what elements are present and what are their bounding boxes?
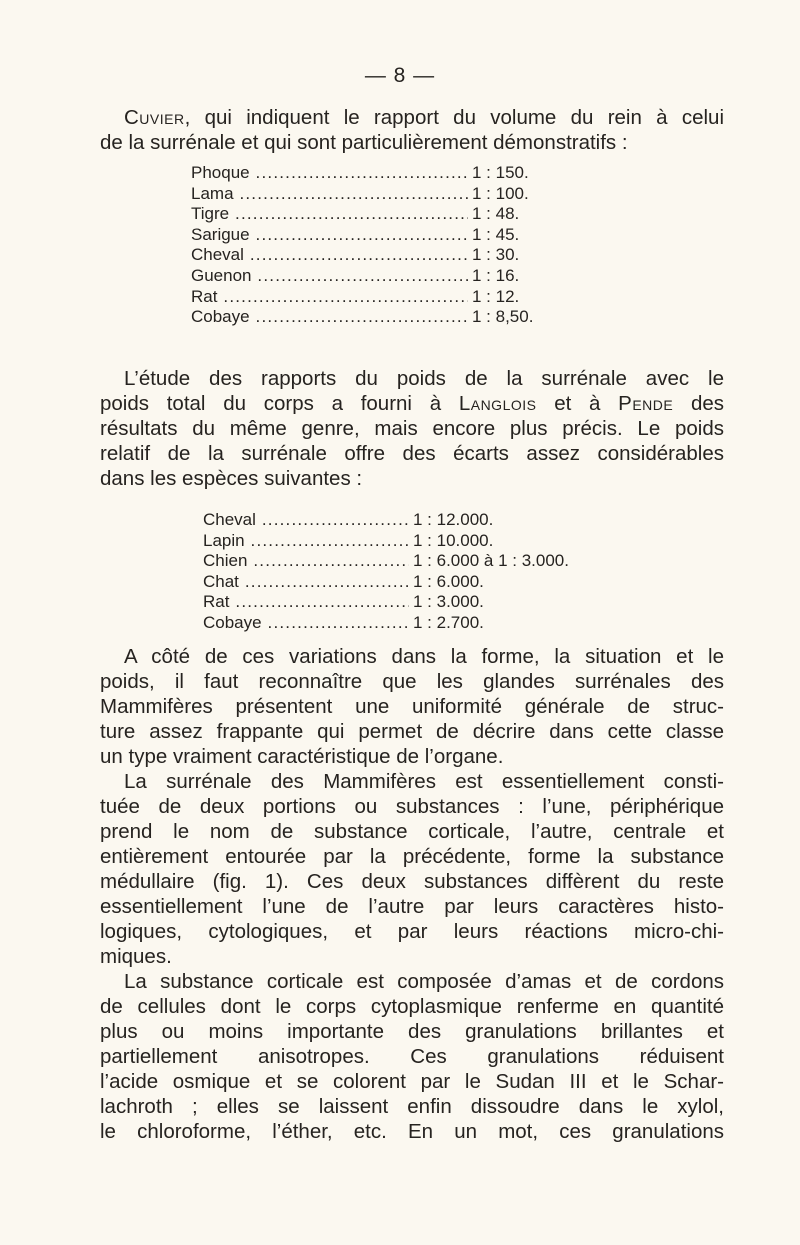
text-line: entièrement entourée par la précédente, forme la substance — [100, 845, 724, 868]
ratio-value: 1 : 3.000. — [413, 592, 484, 612]
species-name: Cobaye ..... — [191, 307, 468, 328]
ratio-value: 1 : 48. — [472, 204, 520, 224]
text-line: essentiellement l’une de l’autre par leurs caractères histo- — [100, 895, 724, 918]
species-name: Rat ..... — [191, 287, 468, 308]
species-name: Chat ..... — [203, 572, 409, 593]
species-name: Cobaye ..... — [203, 613, 409, 634]
species-name: Lapin ..... — [203, 531, 409, 552]
text-line: miques. — [100, 945, 172, 968]
text-line: L’étude des rapports du poids de la surrénale avec le — [124, 367, 724, 390]
ratio-value: 1 : 2.700. — [413, 612, 484, 632]
text-line: A côté de ces variations dans la forme, la situation et le — [124, 645, 724, 668]
ratio-value: 1 : 10.000. — [413, 530, 494, 550]
text-line: Cuvier, qui indiquent le rapport du volume du rein à celui — [124, 106, 724, 129]
weight-study-paragraph — [100, 366, 724, 491]
ratio-value: 1 : 150. — [472, 163, 529, 182]
ratio-value: 1 : 12.000. — [413, 510, 494, 529]
text-line: médullaire (fig. 1). Ces deux substances diffèrent du reste — [100, 870, 724, 893]
structure-paragraph — [100, 769, 724, 969]
ratio-value: 1 : 100. — [472, 183, 529, 203]
ratio-value: 1 : 8,50. — [472, 307, 534, 327]
text-line: résultats du même genre, mais encore plus précis. Le poids — [100, 417, 724, 440]
volume-ratio-table — [191, 163, 533, 328]
text-line: de cellules dont le corps cytoplasmique renferme en quantité — [100, 995, 724, 1018]
table-row — [191, 266, 533, 287]
author-name: Cuvier — [124, 106, 185, 129]
text-line: poids, il faut reconnaître que les glandes surrénales des — [100, 670, 724, 693]
species-name: Tigre ..... — [191, 204, 468, 225]
text-line: poids total du corps a fourni à Langlois et à Pende des — [100, 392, 725, 415]
text-line: plus ou moins importante des granulations brillantes et — [100, 1020, 724, 1043]
author-name: Pende — [618, 392, 674, 415]
table-row — [191, 287, 533, 308]
species-name: Rat ..... — [203, 592, 409, 613]
page-number: — 8 — — [364, 64, 436, 87]
ratio-value: 1 : 16. — [472, 265, 520, 285]
table-row — [203, 613, 569, 634]
text-line: ture assez frappante qui permet de décrire dans cette classe — [100, 720, 724, 743]
table-row — [191, 163, 533, 184]
table-row — [203, 531, 569, 552]
table-row — [191, 225, 533, 246]
text-line: partiellement anisotropes. Ces granulations réduisent — [100, 1045, 724, 1068]
species-name: Phoque ..... — [191, 163, 468, 184]
table-row — [191, 307, 533, 328]
text-line: La substance corticale est composée d’amas et de cordons — [124, 970, 724, 993]
text-line: le chloroforme, l’éther, etc. En un mot, ces granulations — [100, 1120, 724, 1143]
species-name: Chien ..... — [203, 551, 409, 572]
species-name: Guenon ..... — [191, 266, 468, 287]
table-row — [191, 245, 533, 266]
author-name: Langlois — [458, 392, 537, 415]
text-line: La surrénale des Mammifères est essentiellement consti- — [124, 770, 724, 793]
table-row — [191, 204, 533, 225]
text-line: de la surrénale et qui sont particulièrement démonstratifs : — [100, 131, 628, 154]
species-name: Cheval ..... — [203, 510, 409, 531]
ratio-value: 1 : 30. — [472, 245, 520, 265]
text-line: relatif de la surrénale offre des écarts assez considérables — [100, 442, 724, 465]
text-line: Mammifères présentent une uniformité générale de struc- — [100, 695, 724, 718]
ratio-value: 1 : 45. — [472, 224, 520, 244]
table-row — [191, 184, 533, 205]
species-name: Sarigue ..... — [191, 225, 468, 246]
table-row — [203, 592, 569, 613]
text-line: dans les espèces suivantes : — [100, 467, 363, 490]
text-line: l’acide osmique et se colorent par le Sudan III et le Schar- — [100, 1070, 724, 1093]
species-name: Lama ..... — [191, 184, 468, 205]
table-row — [203, 510, 569, 531]
ratio-value: 1 : 6.000. — [413, 571, 484, 591]
cortical-paragraph — [100, 969, 724, 1144]
text-line: logiques, cytologiques, et par leurs réactions micro-chi- — [100, 920, 724, 943]
text-line: un type vraiment caractéristique de l’organe. — [100, 745, 504, 768]
table-row — [203, 551, 569, 572]
text-line: lachroth ; elles se laissent enfin dissoudre dans le xylol, — [100, 1095, 724, 1118]
text-line: prend le nom de substance corticale, l’autre, centrale et — [100, 820, 724, 843]
ratio-value: 1 : 12. — [472, 286, 520, 306]
table-row — [203, 572, 569, 593]
ratio-value: 1 : 6.000 à 1 : 3.000. — [413, 551, 569, 571]
text-line: tuée de deux portions ou substances : l’une, périphérique — [100, 795, 724, 818]
intro-paragraph — [100, 105, 724, 155]
species-name: Cheval ..... — [191, 245, 468, 266]
uniformity-paragraph — [100, 644, 724, 769]
weight-ratio-table — [203, 510, 569, 634]
